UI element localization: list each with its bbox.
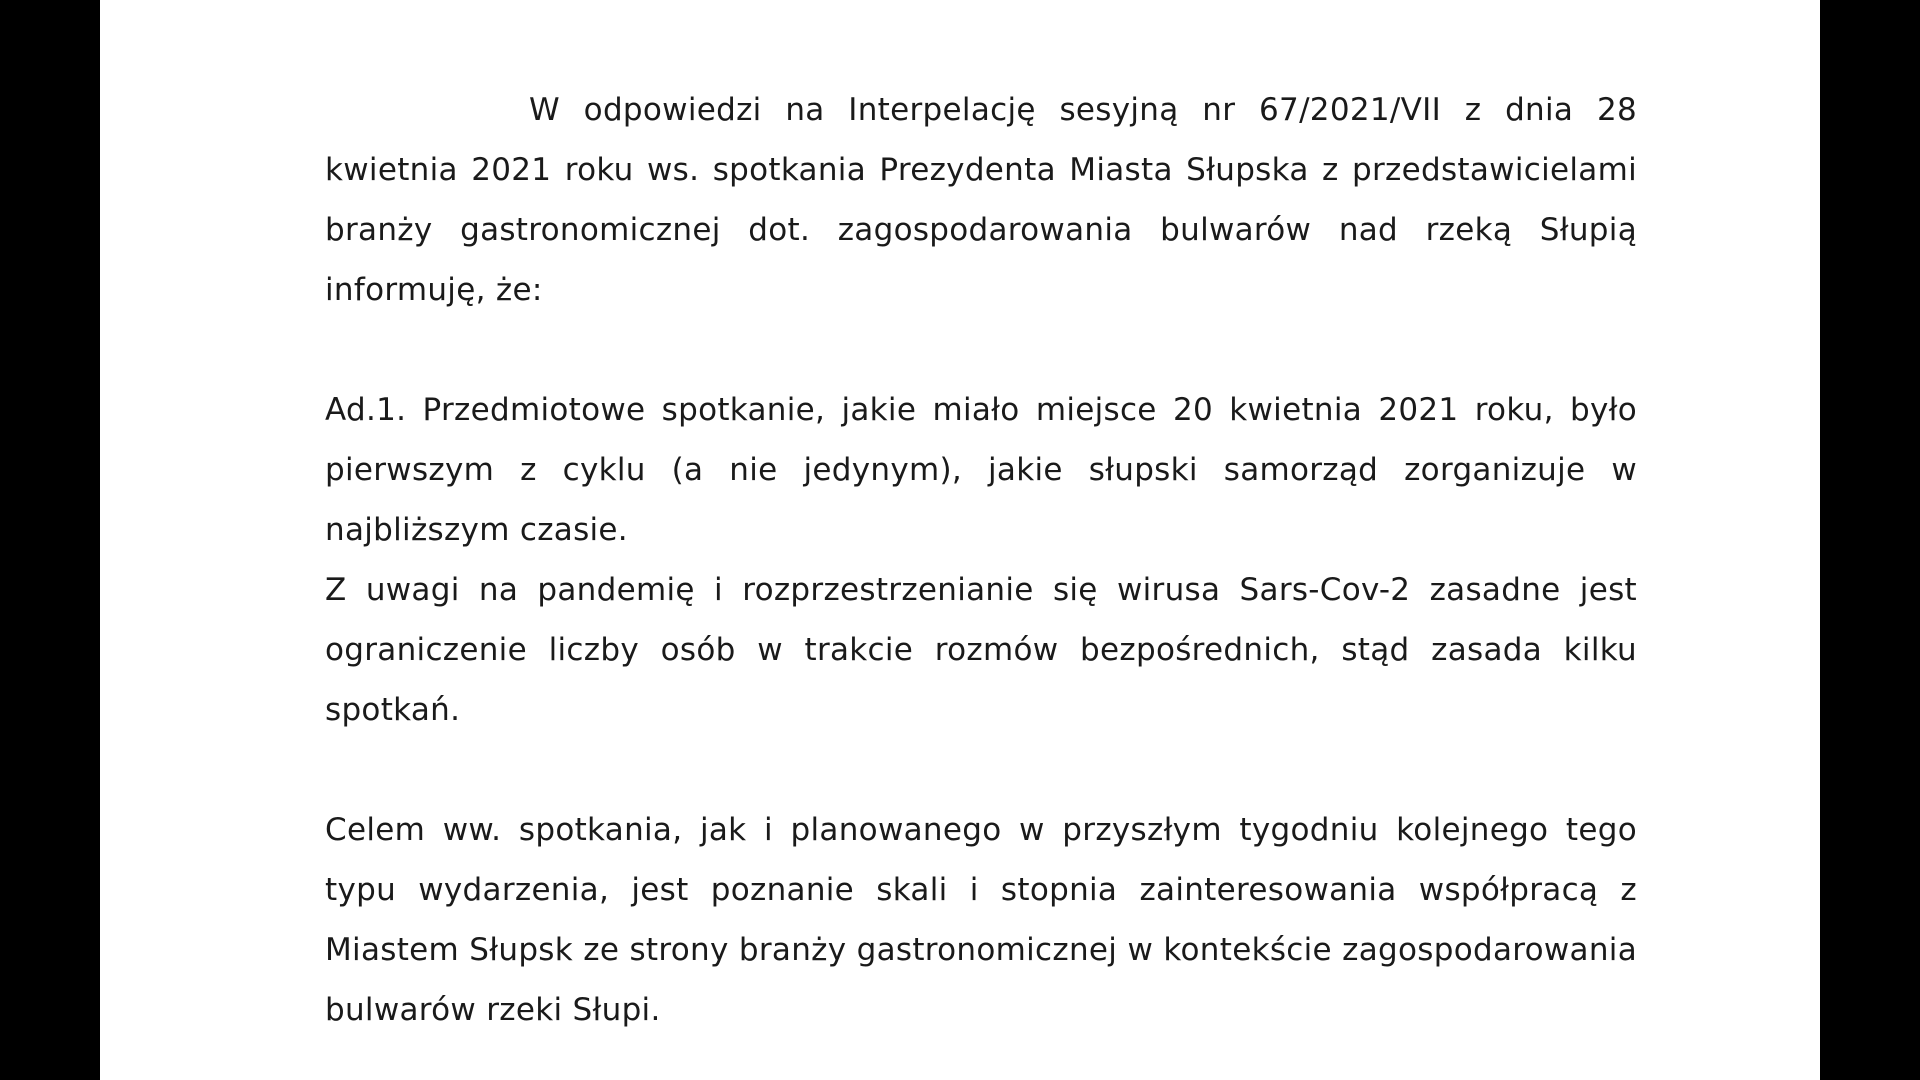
paragraph-intro: W odpowiedzi na Interpelację sesyjną nr 67/2021/VII z dnia 28 kwietnia 2021 roku ws. spotkania Prezydenta Miasta Słupska z przedstawicielami branży gastronomicznej dot. zagospodarowania bulwarów nad rzeką Słupią informuję, że:: [325, 92, 1637, 308]
paragraph-ad1: Ad.1. Przedmiotowe spotkanie, jakie miało miejsce 20 kwietnia 2021 roku, było pierwszym z cyklu (a nie jedynym), jakie słupski samorząd zorganizuje w najbliższym czasie.: [325, 392, 1637, 548]
document-page: [100, 0, 1820, 1080]
paragraph-pandemic: Z uwagi na pandemię i rozprzestrzenianie się wirusa Sars-Cov-2 zasadne jest ograniczenie liczby osób w trakcie rozmów bezpośrednich, stąd zasada kilku spotkań.: [325, 572, 1637, 728]
paragraph-spacer: [325, 740, 1637, 800]
paragraph-goal: Celem ww. spotkania, jak i planowanego w przyszłym tygodniu kolejnego tego typu wydarzenia, jest poznanie skali i stopnia zainteresowania współpracą z Miastem Słupsk ze strony branży gastronomicznej w kontekście zagospodarowania bulwarów rzeki Słupi.: [325, 812, 1637, 1028]
paragraph-spacer: [325, 320, 1637, 380]
document-body: [325, 80, 1637, 1040]
